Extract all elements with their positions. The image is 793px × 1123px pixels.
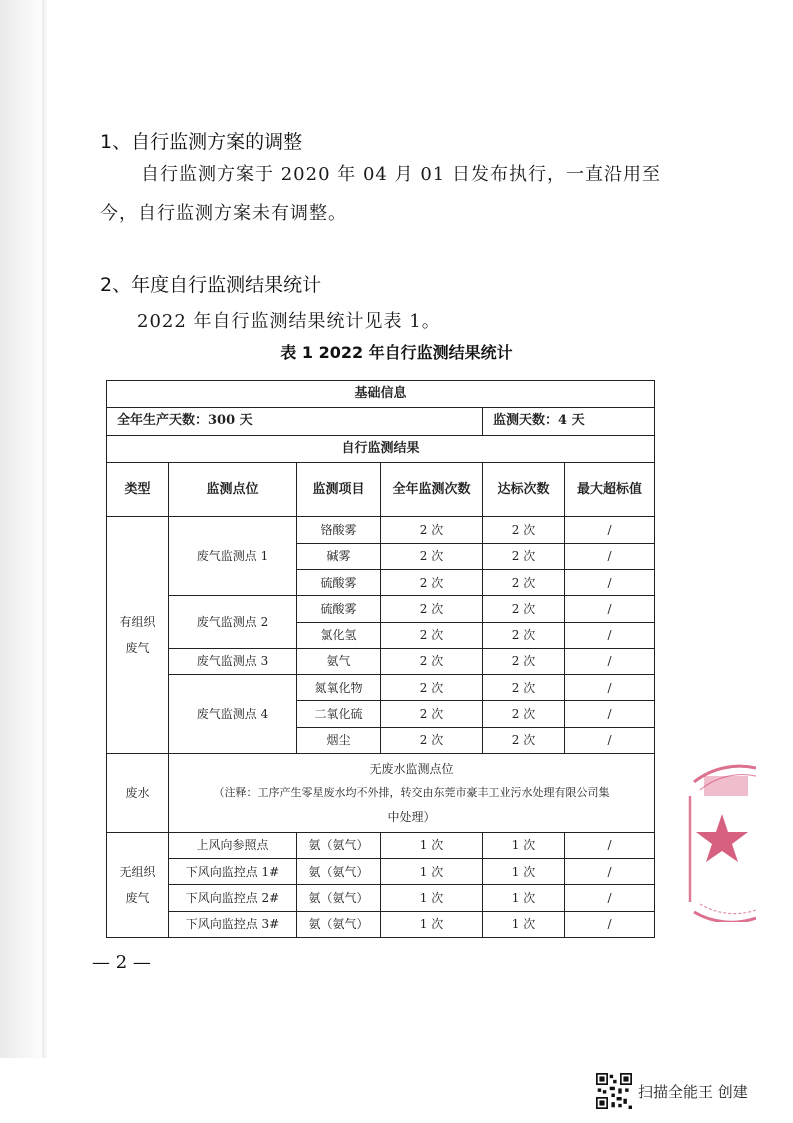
pass-cell: 2 次 bbox=[483, 596, 565, 622]
max-cell: / bbox=[565, 569, 655, 595]
item-cell: 氨（氨气） bbox=[297, 832, 381, 858]
header-item: 监测项目 bbox=[297, 462, 381, 517]
type-organized: 有组织废气 bbox=[107, 517, 169, 754]
header-type: 类型 bbox=[107, 462, 169, 517]
page-number: — 2 — bbox=[92, 952, 151, 973]
header-point: 监测点位 bbox=[169, 462, 297, 517]
table-row bbox=[107, 675, 655, 701]
section1-heading: 1、自行监测方案的调整 bbox=[100, 131, 303, 153]
scan-left-shadow bbox=[0, 0, 48, 1060]
results-title: 自行监测结果 bbox=[107, 435, 655, 462]
results-table bbox=[106, 380, 655, 938]
wastewater-note-cell bbox=[169, 753, 655, 832]
count-cell: 2 次 bbox=[381, 675, 483, 701]
count-cell: 2 次 bbox=[381, 596, 483, 622]
point-name: 上风向参照点 bbox=[169, 832, 297, 858]
count-cell: 2 次 bbox=[381, 517, 483, 543]
point-name: 下风向监控点 1# bbox=[169, 859, 297, 885]
item-cell: 铬酸雾 bbox=[297, 517, 381, 543]
item-cell: 碱雾 bbox=[297, 543, 381, 569]
pass-cell: 1 次 bbox=[483, 885, 565, 911]
item-cell: 二氧化硫 bbox=[297, 701, 381, 727]
table-row bbox=[107, 408, 655, 435]
table-row bbox=[107, 832, 655, 858]
count-cell: 1 次 bbox=[381, 911, 483, 937]
count-cell: 2 次 bbox=[381, 648, 483, 674]
item-cell: 氨气 bbox=[297, 648, 381, 674]
section2-heading: 2、年度自行监测结果统计 bbox=[100, 274, 322, 296]
header-count: 全年监测次数 bbox=[381, 462, 483, 517]
item-cell: 氨（氨气） bbox=[297, 859, 381, 885]
count-cell: 2 次 bbox=[381, 622, 483, 648]
pass-cell: 2 次 bbox=[483, 675, 565, 701]
table-row bbox=[107, 435, 655, 462]
max-cell: / bbox=[565, 701, 655, 727]
count-cell: 1 次 bbox=[381, 859, 483, 885]
table-row bbox=[107, 596, 655, 622]
max-cell: / bbox=[565, 622, 655, 648]
section2-paragraph: 2022 年自行监测结果统计见表 1。 bbox=[137, 311, 441, 332]
pass-cell: 1 次 bbox=[483, 911, 565, 937]
section1-paragraph-line1: 自行监测方案于 2020 年 04 月 01 日发布执行，一直沿用至 bbox=[141, 164, 661, 185]
max-cell: / bbox=[565, 675, 655, 701]
max-cell: / bbox=[565, 648, 655, 674]
watermark-text: 扫描全能王 创建 bbox=[638, 1082, 748, 1101]
max-cell: / bbox=[565, 517, 655, 543]
pass-cell: 2 次 bbox=[483, 543, 565, 569]
type-unorganized: 无组织废气 bbox=[107, 832, 169, 937]
pass-cell: 2 次 bbox=[483, 517, 565, 543]
company-seal-icon bbox=[686, 762, 756, 922]
count-cell: 2 次 bbox=[381, 543, 483, 569]
table-row bbox=[107, 517, 655, 543]
table-row bbox=[107, 648, 655, 674]
scan-edge-shadow bbox=[42, 0, 48, 1060]
max-cell: / bbox=[565, 911, 655, 937]
max-cell: / bbox=[565, 596, 655, 622]
point-name: 下风向监控点 2# bbox=[169, 885, 297, 911]
item-cell: 烟尘 bbox=[297, 727, 381, 753]
table-row bbox=[107, 381, 655, 408]
header-max-exceed: 最大超标值 bbox=[565, 462, 655, 517]
monitoring-days: 监测天数：4 天 bbox=[483, 408, 655, 435]
wastewater-line1: 无废水监测点位 bbox=[369, 761, 454, 776]
point-name: 废气监测点 2 bbox=[169, 596, 297, 649]
count-cell: 2 次 bbox=[381, 727, 483, 753]
item-cell: 氨（氨气） bbox=[297, 885, 381, 911]
table-header-row bbox=[107, 462, 655, 517]
table-caption: 表 1 2022 年自行监测结果统计 bbox=[280, 343, 513, 362]
basic-info-title: 基础信息 bbox=[107, 381, 655, 408]
scanner-watermark bbox=[596, 1072, 748, 1110]
pass-cell: 2 次 bbox=[483, 648, 565, 674]
production-days: 全年生产天数：300 天 bbox=[107, 408, 483, 435]
table-row bbox=[107, 885, 655, 911]
item-cell: 氮氧化物 bbox=[297, 675, 381, 701]
pass-cell: 2 次 bbox=[483, 569, 565, 595]
max-cell: / bbox=[565, 885, 655, 911]
count-cell: 2 次 bbox=[381, 701, 483, 727]
max-cell: / bbox=[565, 859, 655, 885]
item-cell: 氨（氨气） bbox=[297, 911, 381, 937]
max-cell: / bbox=[565, 832, 655, 858]
pass-cell: 1 次 bbox=[483, 859, 565, 885]
max-cell: / bbox=[565, 543, 655, 569]
count-cell: 2 次 bbox=[381, 569, 483, 595]
max-cell: / bbox=[565, 727, 655, 753]
pass-cell: 2 次 bbox=[483, 727, 565, 753]
point-name: 下风向监控点 3# bbox=[169, 911, 297, 937]
table-row bbox=[107, 859, 655, 885]
table-row bbox=[107, 911, 655, 937]
item-cell: 氯化氢 bbox=[297, 622, 381, 648]
point-name: 废气监测点 4 bbox=[169, 675, 297, 754]
pass-cell: 2 次 bbox=[483, 622, 565, 648]
wastewater-line2: （注释：工序产生零星废水均不外排，转交由东莞市豪丰工业污水处理有限公司集 bbox=[213, 785, 610, 799]
point-name: 废气监测点 1 bbox=[169, 517, 297, 596]
pass-cell: 1 次 bbox=[483, 832, 565, 858]
qr-code-icon bbox=[596, 1073, 632, 1109]
item-cell: 硫酸雾 bbox=[297, 569, 381, 595]
header-pass-count: 达标次数 bbox=[483, 462, 565, 517]
wastewater-line3: 中处理） bbox=[387, 809, 436, 824]
type-wastewater: 废水 bbox=[107, 753, 169, 832]
section1-paragraph-line2: 今，自行监测方案未有调整。 bbox=[100, 203, 347, 224]
table-row bbox=[107, 753, 655, 832]
count-cell: 1 次 bbox=[381, 832, 483, 858]
pass-cell: 2 次 bbox=[483, 701, 565, 727]
item-cell: 硫酸雾 bbox=[297, 596, 381, 622]
point-name: 废气监测点 3 bbox=[169, 648, 297, 674]
count-cell: 1 次 bbox=[381, 885, 483, 911]
